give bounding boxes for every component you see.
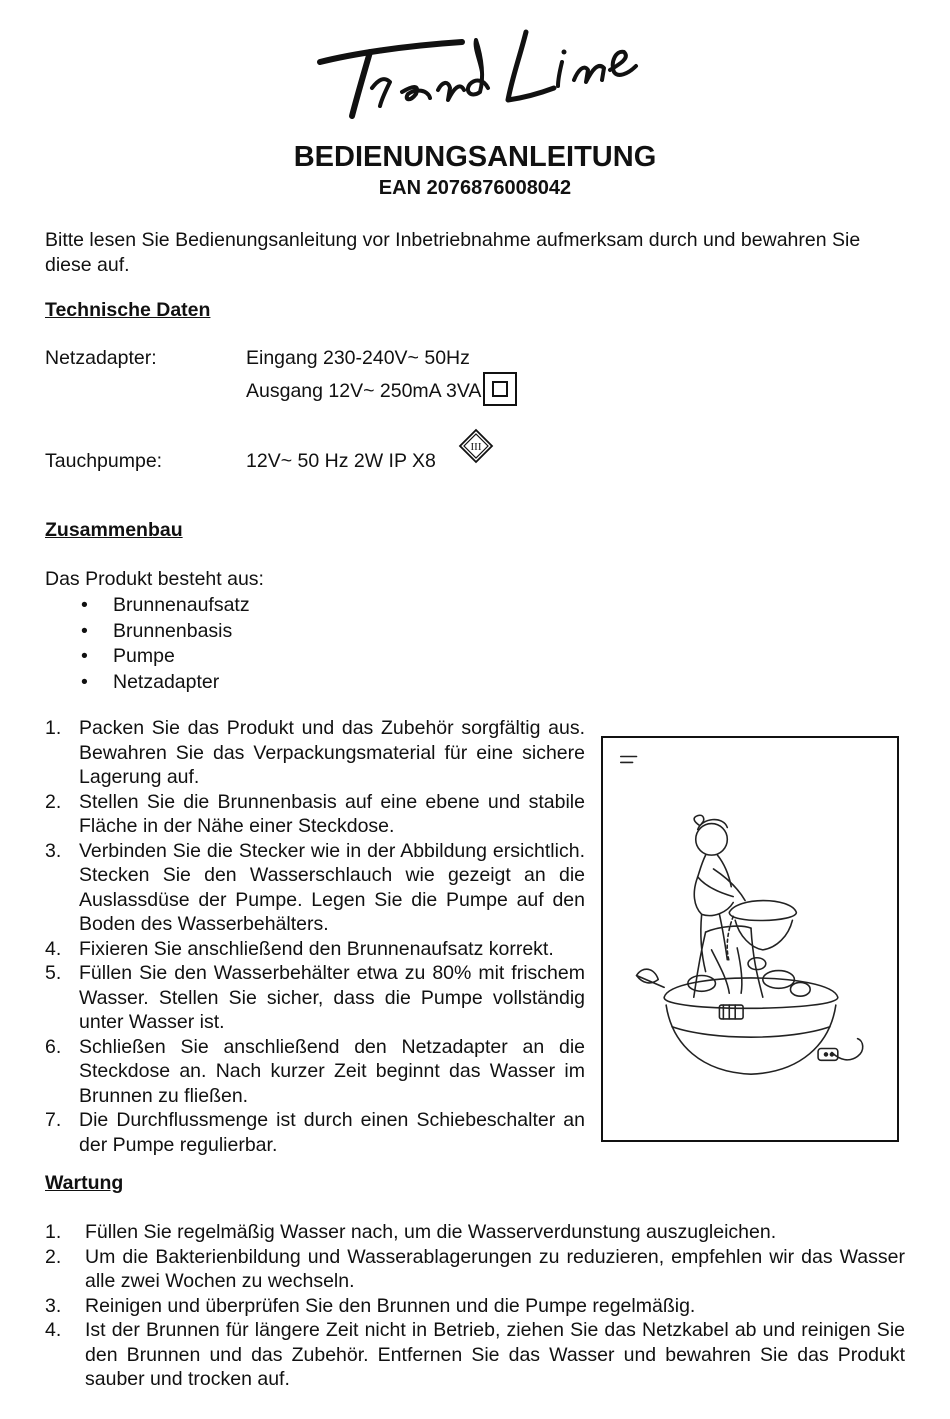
assembly-steps bbox=[45, 716, 585, 1157]
step-text: Reinigen und überprüfen Sie den Brunnen und die Pumpe regelmäßig. bbox=[85, 1294, 696, 1317]
list-item bbox=[45, 790, 585, 839]
step-text: Verbinden Sie die Stecker wie in der Abbildung ersichtlich. Stecken Sie den Wasserschlauch wie gezeigt an die Auslassdüse der Pumpe. Legen Sie die Pumpe auf den Boden des Wasserbehälters. bbox=[79, 839, 585, 935]
class-3-symbol-text: III bbox=[470, 441, 482, 453]
list-item: • Pumpe bbox=[45, 644, 250, 670]
step-number: 1. bbox=[45, 717, 62, 739]
tauchpumpe-value: 12V~ 50 Hz 2W IP X8 bbox=[246, 450, 436, 472]
step-text: Stellen Sie die Brunnenbasis auf eine ebene und stabile Fläche in der Nähe einer Steckdose. bbox=[79, 790, 585, 837]
list-item bbox=[45, 716, 585, 790]
netzadapter-label: Netzadapter: bbox=[45, 347, 157, 369]
step-number: 3. bbox=[45, 1294, 62, 1317]
parts-list bbox=[45, 593, 250, 695]
list-item bbox=[45, 1035, 585, 1109]
list-item: • Brunnenaufsatz bbox=[45, 593, 250, 619]
step-text: Ist der Brunnen für längere Zeit nicht in Betrieb, ziehen Sie das Netzkabel ab und reinigen Sie den Brunnen und das Zubehör. Entfernen Sie das Wasser und bewahren Sie das Produkt sauber und trocken auf. bbox=[85, 1319, 905, 1390]
netzadapter-input: Eingang 230-240V~ 50Hz bbox=[246, 347, 470, 369]
list-item bbox=[45, 1220, 905, 1245]
step-text: Schließen Sie anschließend den Netzadapter an die Steckdose an. Nach kurzer Zeit beginnt das Wasser im Brunnen zu fließen. bbox=[79, 1035, 585, 1107]
tauchpumpe-row bbox=[246, 449, 436, 474]
list-item bbox=[45, 1245, 905, 1294]
step-text: Um die Bakterienbildung und Wasserablagerungen zu reduzieren, empfehlen wir das Wasser alle zwei Wochen zu wechseln. bbox=[85, 1245, 905, 1292]
trendline-logo bbox=[312, 18, 642, 123]
list-item: • Brunnenbasis bbox=[45, 619, 250, 645]
step-number: 2. bbox=[45, 1245, 62, 1268]
step-text: Packen Sie das Produkt und das Zubehör sorgfältig aus. Bewahren Sie das Verpackungsmaterial für eine sichere Lagerung auf. bbox=[79, 717, 585, 788]
step-number: 7. bbox=[45, 1109, 62, 1131]
maintenance-steps bbox=[45, 1220, 905, 1392]
list-item bbox=[45, 1318, 905, 1392]
step-number: 5. bbox=[45, 962, 62, 984]
step-text: Fixieren Sie anschließend den Brunnenaufsatz korrekt. bbox=[79, 937, 554, 960]
netzadapter-output-row bbox=[246, 378, 517, 406]
list-item bbox=[45, 1294, 905, 1319]
netzadapter-output: Ausgang 12V~ 250mA 3VA bbox=[246, 380, 482, 403]
list-item bbox=[45, 839, 585, 937]
technical-data-heading: Technische Daten bbox=[45, 299, 211, 321]
fountain-illustration bbox=[601, 736, 899, 1142]
step-number: 3. bbox=[45, 839, 62, 862]
step-number: 1. bbox=[45, 1221, 62, 1243]
assembly-heading: Zusammenbau bbox=[45, 519, 183, 541]
intro-text: Bitte lesen Sie Bedienungsanleitung vor Inbetriebnahme aufmerksam durch und bewahren Sie diese auf. bbox=[45, 229, 861, 276]
class-2-double-insulation-icon bbox=[483, 372, 517, 406]
ean-number: EAN 2076876008042 bbox=[378, 177, 572, 199]
parts-intro: Das Produkt besteht aus: bbox=[45, 568, 264, 590]
list-item bbox=[45, 937, 585, 962]
class-3-protection-icon bbox=[458, 428, 494, 464]
step-text: Füllen Sie regelmäßig Wasser nach, um die Wasserverdunstung auszugleichen. bbox=[85, 1221, 777, 1243]
list-item: • Netzadapter bbox=[45, 670, 250, 696]
list-item bbox=[45, 1108, 585, 1157]
list-item bbox=[45, 961, 585, 1035]
tauchpumpe-label: Tauchpumpe: bbox=[45, 450, 163, 472]
step-number: 2. bbox=[45, 790, 62, 813]
step-number: 4. bbox=[45, 937, 62, 960]
step-text: Die Durchflussmenge ist durch einen Schiebeschalter an der Pumpe regulierbar. bbox=[79, 1109, 585, 1156]
step-text: Füllen Sie den Wasserbehälter etwa zu 80% mit frischem Wasser. Stellen Sie sicher, dass die Pumpe vollständig unter Wasser ist. bbox=[79, 962, 585, 1033]
step-number: 4. bbox=[45, 1319, 62, 1341]
document-title: BEDIENUNGSANLEITUNG bbox=[293, 141, 657, 173]
step-number: 6. bbox=[45, 1035, 62, 1058]
maintenance-heading: Wartung bbox=[45, 1172, 124, 1194]
